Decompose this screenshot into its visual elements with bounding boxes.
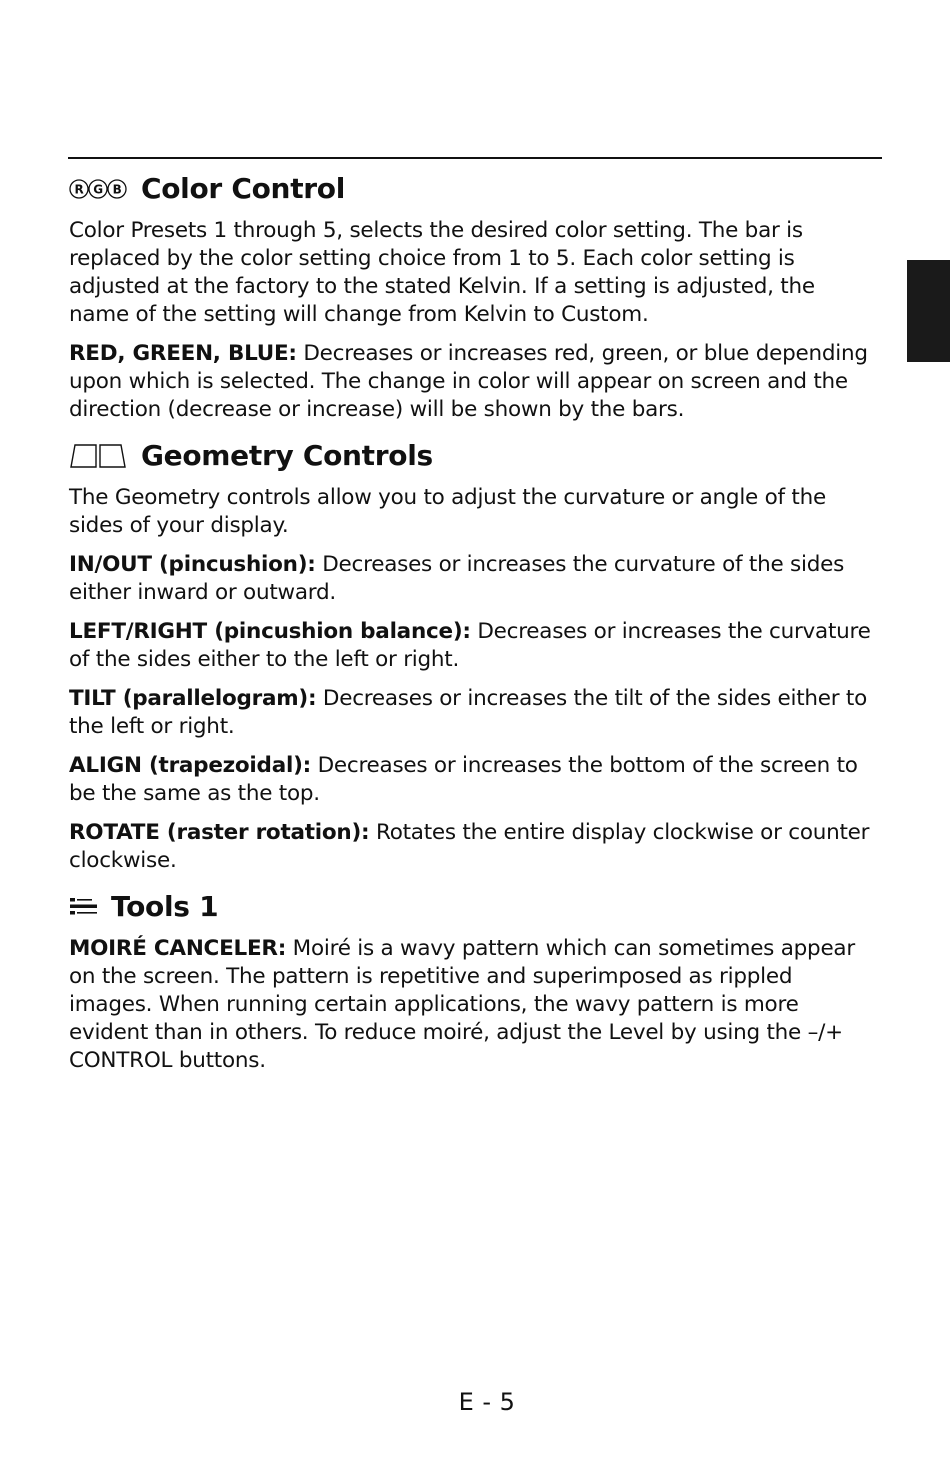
moire-term: MOIRÉ CANCELER: xyxy=(69,936,287,961)
rgb-paragraph xyxy=(69,340,881,424)
color-control-title: Color Control xyxy=(141,172,346,205)
geometry-term: TILT (parallelogram): xyxy=(69,686,317,711)
geometry-item-align xyxy=(69,752,881,808)
geometry-desc: Decreases or increases the curvature of the sides either to the left or right. xyxy=(69,619,871,672)
svg-text:B: B xyxy=(112,182,122,197)
color-control-intro: Color Presets 1 through 5, selects the desired color setting. The bar is replaced by the color setting choice from 1 to 5. Each color setting is adjusted at the factory to the stated Kelvin. If a setting is adjusted, the name of the setting will change from Kelvin to Custom. xyxy=(69,218,815,327)
geometry-controls-heading xyxy=(69,437,881,475)
moire-desc: Moiré is a wavy pattern which can sometimes appear on the screen. The pattern is repetitive and superimposed as rippled images. When running certain applications, the wavy pattern is more evident than in others. To reduce moiré, adjust the Level by using the –/+ CONTROL buttons. xyxy=(69,936,855,1073)
moire-paragraph xyxy=(69,935,881,1075)
top-rule xyxy=(68,157,882,159)
geometry-controls-title: Geometry Controls xyxy=(141,439,433,472)
geometry-term: LEFT/RIGHT (pincushion balance): xyxy=(69,619,471,644)
rgb-desc: Decreases or increases red, green, or blue depending upon which is selected. The change in color will appear on screen and the direction (decrease or increase) will be shown by the bars. xyxy=(69,341,868,422)
geometry-item-rotate xyxy=(69,819,881,875)
geometry-item-tilt xyxy=(69,685,881,741)
tools1-title: Tools 1 xyxy=(111,890,219,923)
tools1-heading xyxy=(69,888,881,926)
geometry-desc: Rotates the entire display clockwise or counter clockwise. xyxy=(69,820,870,873)
page-footer xyxy=(0,1388,950,1416)
geometry-icon xyxy=(69,442,127,470)
page-number: E - 5 xyxy=(458,1388,516,1416)
color-control-heading xyxy=(69,170,881,208)
geometry-desc: Decreases or increases the bottom of the screen to be the same as the top. xyxy=(69,753,858,806)
geometry-item-leftright xyxy=(69,618,881,674)
geometry-intro: The Geometry controls allow you to adjust the curvature or angle of the sides of your display. xyxy=(69,485,826,538)
rgb-icon xyxy=(69,177,127,201)
geometry-term: ALIGN (trapezoidal): xyxy=(69,753,311,778)
geometry-desc: Decreases or increases the curvature of the sides either inward or outward. xyxy=(69,552,845,605)
geometry-term: IN/OUT (pincushion): xyxy=(69,552,316,577)
geometry-item-inout xyxy=(69,551,881,607)
section-tab-marker xyxy=(907,260,950,362)
svg-text:G: G xyxy=(93,182,103,197)
geometry-desc: Decreases or increases the tilt of the sides either to the left or right. xyxy=(69,686,868,739)
page-content xyxy=(69,170,881,1075)
tools-icon xyxy=(69,895,99,919)
rgb-term: RED, GREEN, BLUE: xyxy=(69,341,297,366)
svg-text:R: R xyxy=(74,182,84,197)
geometry-term: ROTATE (raster rotation): xyxy=(69,820,370,845)
